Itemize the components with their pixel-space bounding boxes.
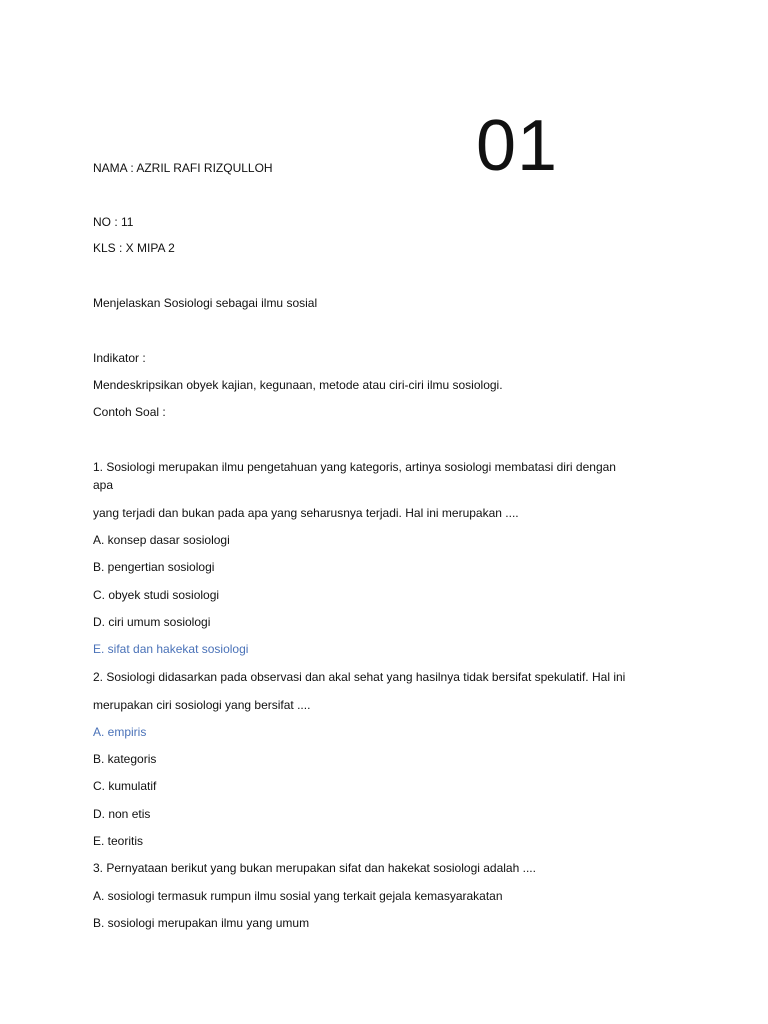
indikator-label: Indikator : — [93, 351, 146, 365]
question-1-line-2: apa — [93, 478, 114, 492]
question-2-option-e: E. teoritis — [93, 834, 144, 848]
question-1-line-1: 1. Sosiologi merupakan ilmu pengetahuan yang kategoris, artinya sosiologi membatasi diri dengan — [93, 460, 616, 474]
contoh-soal-label: Contoh Soal : — [93, 405, 166, 419]
question-2-option-d: D. non etis — [93, 807, 151, 821]
indikator-text: Mendeskripsikan obyek kajian, kegunaan, metode atau ciri-ciri ilmu sosiologi. — [93, 378, 503, 392]
question-1-option-a: A. konsep dasar sosiologi — [93, 533, 230, 547]
question-3-line-1: 3. Pernyataan berikut yang bukan merupakan sifat dan hakekat sosiologi adalah .... — [93, 861, 536, 875]
question-2-option-c: C. kumulatif — [93, 779, 157, 793]
question-1-line-3: yang terjadi dan bukan pada apa yang seharusnya terjadi. Hal ini merupakan .... — [93, 506, 519, 520]
question-2-option-a-answer: A. empiris — [93, 725, 147, 739]
question-2-line-2: merupakan ciri sosiologi yang bersifat .... — [93, 698, 311, 712]
student-number: NO : 11 — [93, 215, 134, 229]
question-1-option-e-answer: E. sifat dan hakekat sosiologi — [93, 642, 249, 656]
document-number: 01 — [476, 106, 559, 186]
question-1-option-c: C. obyek studi sosiologi — [93, 588, 220, 602]
topic-heading: Menjelaskan Sosiologi sebagai ilmu sosial — [93, 296, 318, 310]
question-3-option-b: B. sosiologi merupakan ilmu yang umum — [93, 916, 310, 930]
question-3-option-a: A. sosiologi termasuk rumpun ilmu sosial yang terkait gejala kemasyarakatan — [93, 889, 503, 903]
student-class: KLS : X MIPA 2 — [93, 241, 175, 255]
question-2-option-b: B. kategoris — [93, 752, 157, 766]
student-name: NAMA : AZRIL RAFI RIZQULLOH — [93, 161, 273, 175]
question-1-option-b: B. pengertian sosiologi — [93, 560, 215, 574]
question-1-option-d: D. ciri umum sosiologi — [93, 615, 211, 629]
question-2-line-1: 2. Sosiologi didasarkan pada observasi dan akal sehat yang hasilnya tidak bersifat spekulatif. Hal ini — [93, 670, 626, 684]
